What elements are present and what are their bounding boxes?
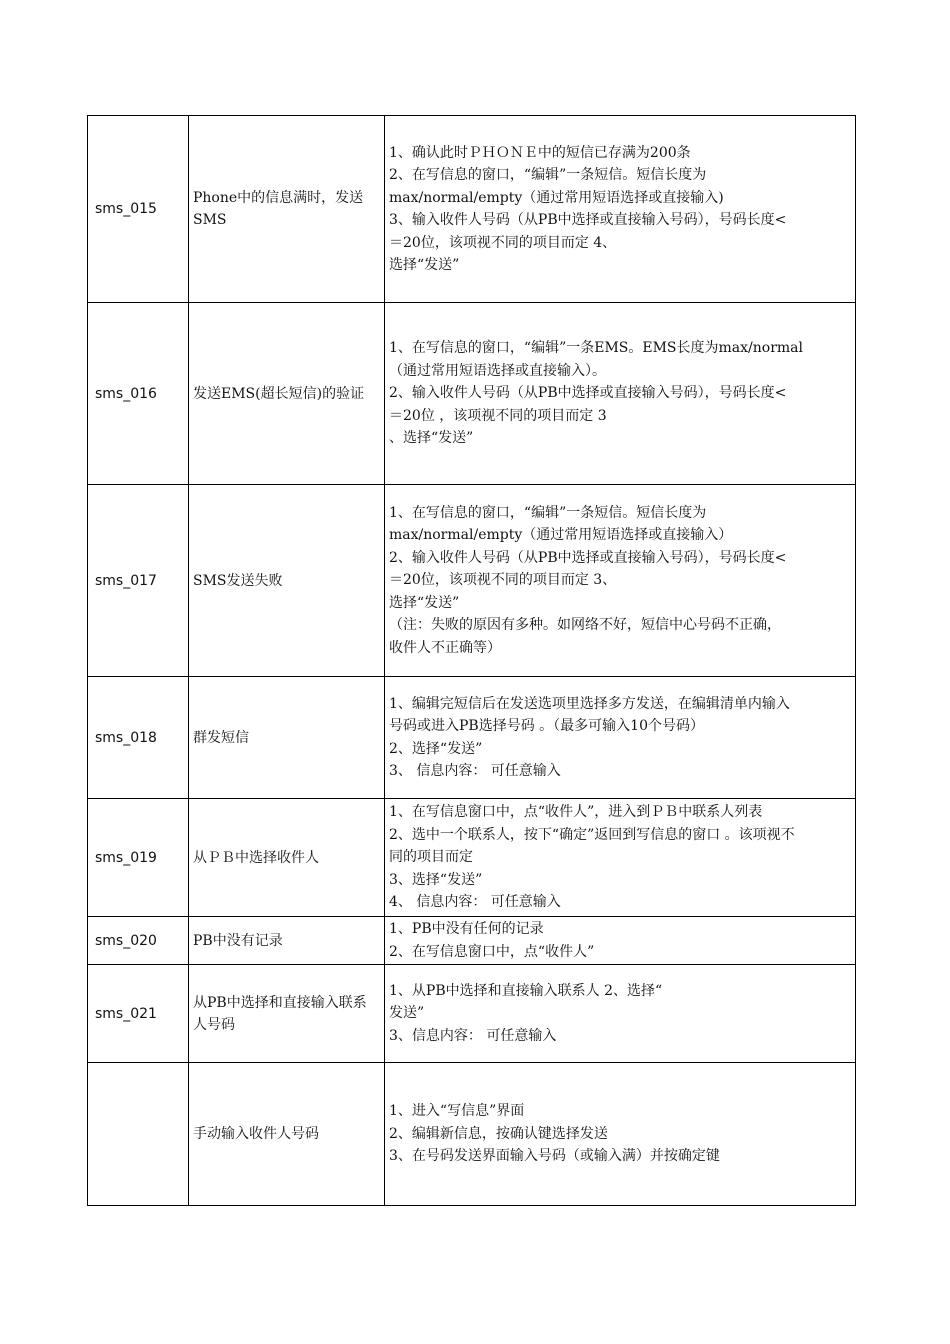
step-line: 3、在号码发送界面输入号码（或输入满）并按确定键: [389, 1148, 720, 1165]
step-line: 3、输入收件人号码（从PB中选择或直接输入号码），号码长度<: [389, 212, 787, 228]
case-steps-cell: [385, 965, 856, 1063]
step-line: 1、从PB中选择和直接输入联系人 2、选择“: [389, 982, 663, 999]
step-line: 2、输入收件人号码（从PB中选择或直接输入号码），号码长度<: [389, 385, 787, 402]
step-line: max/normal/empty（通过常用短语选择或直接输入）: [389, 527, 733, 544]
step-line: （注：失败的原因有多种。如网络不好，短信中心号码不正确，: [389, 617, 781, 634]
step-line: max/normal/empty（通过常用短语选择或直接输入): [389, 189, 724, 206]
step-line: 、选择“发送”: [389, 430, 474, 447]
case-title-cell: 手动输入收件人号码: [189, 1063, 385, 1206]
step-line: 选择“发送”: [389, 257, 460, 273]
case-steps-cell: [385, 1063, 856, 1206]
case-id-cell: [88, 1063, 189, 1206]
case-title-cell: Phone中的信息满时，发送SMS: [189, 116, 385, 303]
case-id-cell: sms_021: [88, 965, 189, 1063]
step-line: ＝20位 ，该项视不同的项目而定 3: [389, 407, 607, 424]
step-line: 2、输入收件人号码（从PB中选择或直接输入号码），号码长度<: [389, 549, 787, 566]
step-line: （通过常用短语选择或直接输入）。: [389, 362, 606, 379]
step-line: 选择“发送”: [389, 594, 460, 611]
case-id-cell: sms_020: [88, 917, 189, 965]
table-row: [88, 677, 856, 799]
step-line: 1、确认此时ＰＨＯＮＥ中的短信已存满为200条: [389, 144, 691, 161]
step-line: 1、PB中没有任何的记录: [389, 921, 544, 937]
step-line: 2、编辑新信息，按确认键选择发送: [389, 1125, 608, 1142]
step-line: 收件人不正确等）: [389, 639, 501, 656]
case-id-cell: sms_017: [88, 485, 189, 677]
step-line: 3、选择“发送”: [389, 871, 483, 888]
step-line: 3、 信息内容： 可任意输入: [389, 763, 561, 779]
table-row: [88, 799, 856, 917]
case-id-cell: sms_016: [88, 303, 189, 485]
step-line: 发送”: [389, 1005, 425, 1022]
case-title-cell: PB中没有记录: [189, 917, 385, 965]
step-line: 4、 信息内容： 可任意输入: [389, 894, 561, 911]
table-row: [88, 116, 856, 303]
step-line: 3、信息内容： 可任意输入: [389, 1027, 557, 1044]
test-case-table-body: [88, 116, 856, 1206]
case-title-cell: 从ＰＢ中选择收件人: [189, 799, 385, 917]
step-line: 2、在写信息窗口中，点“收件人”: [389, 943, 595, 960]
case-id-cell: sms_018: [88, 677, 189, 799]
step-line: 1、在写信息的窗口，“编辑”一条短信。短信长度为: [389, 504, 707, 521]
case-title-cell: SMS发送失败: [189, 485, 385, 677]
step-line: 同的项目而定: [389, 849, 473, 866]
table-row: [88, 485, 856, 677]
step-line: 1、编辑完短信后在发送选项里选择多方发送，在编辑清单内输入: [389, 695, 790, 712]
table-row: [88, 1063, 856, 1206]
table-row: [88, 965, 856, 1063]
case-title-cell: 发送EMS(超长短信)的验证: [189, 303, 385, 485]
table-row: [88, 917, 856, 965]
step-line: ＝20位，该项视不同的项目而定 3、: [389, 572, 617, 589]
step-line: 2、选择“发送”: [389, 740, 483, 757]
table-row: [88, 303, 856, 485]
case-steps-cell: [385, 485, 856, 677]
step-line: 号码或进入PB选择号码 。（最多可输入10个号码）: [389, 718, 704, 734]
case-steps-cell: [385, 799, 856, 917]
step-line: 2、选中一个联系人，按下“确定”返回到写信息的窗口 。该项视不: [389, 826, 795, 843]
case-steps-cell: [385, 917, 856, 965]
case-steps-cell: [385, 116, 856, 303]
case-title-cell: 从PB中选择和直接输入联系人号码: [189, 965, 385, 1063]
case-id-cell: sms_019: [88, 799, 189, 917]
test-case-table: [87, 115, 856, 1206]
case-id-cell: sms_015: [88, 116, 189, 303]
case-steps-cell: [385, 677, 856, 799]
case-steps-cell: [385, 303, 856, 485]
step-line: 1、在写信息窗口中，点“收件人”，进入到ＰＢ中联系人列表: [389, 804, 763, 821]
step-line: ＝20位，该项视不同的项目而定 4、: [389, 234, 617, 251]
step-line: 1、进入“写信息”界面: [389, 1103, 525, 1120]
step-line: 1、在写信息的窗口，“编辑”一条EMS。EMS长度为max/normal: [389, 340, 803, 357]
case-title-cell: 群发短信: [189, 677, 385, 799]
step-line: 2、在写信息的窗口，“编辑”一条短信。短信长度为: [389, 167, 707, 183]
